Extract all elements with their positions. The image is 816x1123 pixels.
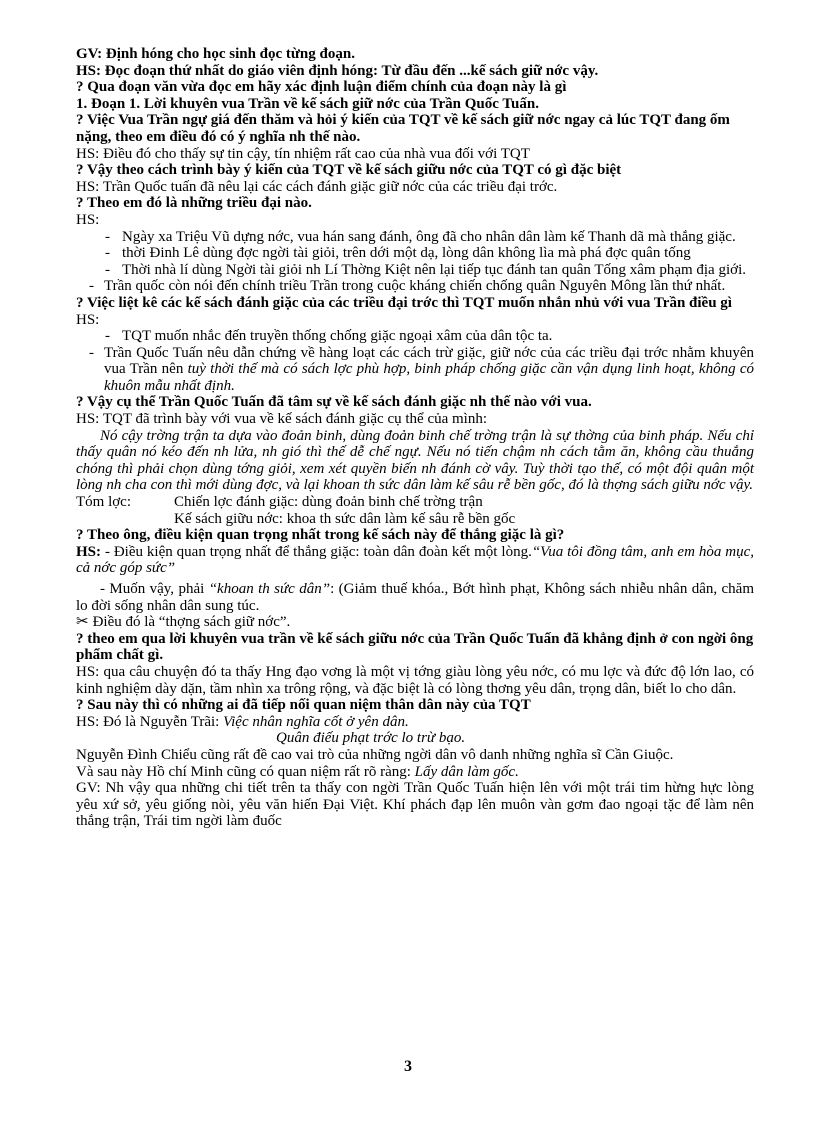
answer-7-third: [76, 614, 754, 631]
list-item-text: Trần quốc còn nói đến chính triều Trần trong cuộc kháng chiến chống quân Nguyên Mông lần thứ nhất.: [104, 278, 726, 295]
answer-9-quote-2: Quân điếu phạt trớc lo trừ bạo.: [276, 730, 466, 747]
section-heading-1: 1. Đoạn 1. Lời khuyên vua Trần về kế sách giữ nớc của Trần Quốc Tuấn.: [76, 95, 539, 112]
bullet-dash: -: [89, 278, 94, 295]
list-item-text-italic: tuỳ thời thế mà có sách lợc phù hợp, binh pháp chống giặc cần vận dụng linh hoạt, không có khuôn mẫu nhất định.: [104, 361, 754, 394]
question-1: ? Qua đoạn văn vừa đọc em hãy xác định luận điểm chính của đoạn này là gì: [76, 79, 567, 96]
question-2: ? Việc Vua Trần ngự giá đến thăm và hỏi ý kiến của TQT về kế sách giữ nớc ngay cả lúc TQT đang ốm nặng, theo em điều đó có ý nghĩa nh thế nào.: [76, 112, 730, 145]
question-9: ? Sau này thì có những ai đã tiếp nối quan niệm thân dân này của TQT: [76, 697, 531, 714]
list-item-text: thời Đinh Lê dùng đợc ngời tài giỏi, trên dới một dạ, lòng dân không lìa mà phá đợc quân tống: [122, 245, 691, 262]
answer-6: HS: TQT đã trình bày với vua về kế sách đánh giặc cụ thể của mình:: [76, 411, 488, 428]
question-7: ? Theo ông, điều kiện quan trọng nhất trong kế sách này để thắng giặc là gì?: [76, 527, 565, 544]
question-3: ? Vậy theo cách trình bày ý kiến của TQT về kế sách giữu nớc của TQT có gì đặc biệt: [76, 162, 622, 179]
answer-9-hcm-quote: Lấy dân làm gốc.: [414, 763, 519, 780]
answer-9-quote-1: Việc nhân nghĩa cốt ở yên dân.: [223, 713, 409, 730]
hs-label-7: HS:: [76, 543, 102, 560]
answer-9-first: [76, 714, 754, 731]
gv-conclusion: GV: Nh vậy qua những chi tiết trên ta thấy con ngời Trần Quốc Tuấn hiện lên với một trái tim hừng hực lòng yêu xứ sở, yêu giống nòi, yêu văn hiến Đại Việt. Khí phách đạp lên muôn vàn gơm đao ngoại tặc để làm nên thắng trận, Trái tim ngời làm đuốc: [76, 780, 754, 830]
bullet-dash: -: [105, 245, 110, 262]
quote-binh-phap: Nó cậy trờng trận ta dựa vào đoản binh, dùng đoản binh chế trờng trận là sự thờng của binh pháp. Nếu chỉ thấy quân nó kéo đến nh lửa, nh gió thì thế dễ chế ngự. Nếu nó tiến chậm nh cách tằm ăn, không cầu thuắng chóng thì phải chọn dùng tớng giỏi, xem xét quyền biến nh đánh cờ vây. Tuỳ thời tạo thế, có một đội quân một lòng nh cha con thì mới dùng đợc, và lại khoan th sức dân làm kế sâu rễ bền gốc, đó là thợng sách giữu nớc vậy.: [76, 427, 754, 494]
list-item-text: Ngày xa Triệu Vũ dựng nớc, vua hán sang đánh, ông đã cho nhân dân làm kế Thanh dã mà thắng giặc.: [122, 228, 736, 245]
scissors-icon: ✂: [76, 614, 89, 631]
summary-plan: Kế sách giữu nớc: khoa th sức dân làm kế sâu rễ bền gốc: [174, 510, 516, 527]
answer-7-quote-2: “khoan th sức dân”: [208, 581, 331, 597]
summary-row: [76, 494, 754, 511]
answer-9-lead: HS: Đó là Nguyễn Trãi:: [76, 713, 224, 730]
bullet-dash: -: [89, 344, 94, 361]
list-item-text: [104, 345, 754, 395]
answer-8: HS: qua câu chuyện đó ta thấy Hng đạo vơng là một vị tớng giàu lòng yêu nớc, có mu lợc và đức độ lớn lao, có kinh nghiệm dày dặn, tầm nhìn xa trông rộng, và đặc biệt là có lòng thơng yêu dân, trọng dân, biết lo cho dân.: [76, 663, 754, 697]
list-item: [76, 328, 754, 345]
answer-9-nguyen-dinh-chieu: Nguyễn Đình Chiểu cũng rất đề cao vai trò của những ngời dân vô danh những nghĩa sĩ Cần Giuộc.: [76, 746, 674, 763]
hs-reading: HS: Đọc đoạn thứ nhất do giáo viên định hóng: Từ đầu đến ...kế sách giữ nớc vậy.: [76, 62, 599, 79]
summary-strategy: Chiến lợc đánh giặc: dùng đoản binh chế trờng trận: [174, 494, 483, 511]
hs-label-4: HS:: [76, 211, 100, 228]
answer-7-second: [76, 581, 754, 614]
list-item: [76, 345, 754, 395]
answer-7-text: - Điều kiện quan trọng nhất để thắng giặc: toàn dân đoàn kết một lòng.: [101, 543, 532, 560]
question-4: ? Theo em đó là những triều đại nào.: [76, 195, 312, 212]
answer-9-hcm-text: Và sau này Hồ chí Minh cũng có quan niệm rất rõ ràng:: [76, 763, 415, 780]
answer-7-rest: : (Giảm thuế khóa., Bớt hình phạt, Không sách nhiễu nhân dân, chăm lo đời sống nhân dân sung túc.: [76, 581, 755, 614]
document-body: [76, 46, 754, 830]
list-item-text-plain: Trần Quốc Tuấn nêu dẫn chứng về hàng loạt các cách trừ giặc, giữ nớc của các triều đại trớc nhằm khuyên vua Trần nên: [104, 344, 754, 378]
answer-9-ho-chi-minh: [76, 764, 754, 781]
list-item-text: Thời nhà lí dùng Ngời tài giỏi nh Lí Thờng Kiệt nên lại tiếp tục đánh tan quân Tống xâm phạm địa giới.: [122, 261, 746, 278]
list-item: [76, 262, 754, 279]
bullet-dash: -: [105, 228, 110, 245]
answer-7-lead: - Muốn vậy, phải: [100, 581, 209, 597]
bullet-dash: -: [105, 261, 110, 278]
answer-2: HS: Điều đó cho thấy sự tin cậy, tín nhiệm rất cao của nhà vua đối với TQT: [76, 145, 530, 162]
question-8: ? theo em qua lời khuyên vua trần về kế sách giữu nớc của Trần Quốc Tuấn đã khẳng định ở con ngời ông phẩm chất gì.: [76, 630, 754, 664]
hs-label-5: HS:: [76, 311, 100, 328]
summary-label: Tóm lợc:: [76, 494, 132, 511]
list-item: [76, 278, 754, 295]
list-item-text: TQT muốn nhắc đến truyền thống chống giặc ngoại xâm của dân tộc ta.: [122, 328, 553, 345]
bullet-dash: -: [105, 328, 110, 345]
question-5: ? Việc liệt kê các kế sách đánh giặc của các triều đại trớc thì TQT muốn nhắn nhủ với vua Trần điều gì: [76, 294, 732, 311]
gv-instruction: GV: Định hóng cho học sinh đọc từng đoạn.: [76, 46, 355, 62]
question-6: ? Vậy cụ thể Trần Quốc Tuấn đã tâm sự về kế sách đánh giặc nh thế nào với vua.: [76, 394, 592, 411]
answer-7-first: [76, 544, 754, 577]
list-item: [76, 229, 754, 246]
page-number: 3: [404, 1058, 412, 1075]
answer-7-quote: “Vua tôi đồng tâm, anh em hòa mục, cả nớc góp sức”: [76, 543, 754, 577]
answer-3: HS: Trần Quốc tuấn đã nêu lại các cách đánh giặc giữ nớc của các triều đại trớc.: [76, 178, 558, 195]
answer-7-conclusion: Điều đó là “thợng sách giữ nớc”.: [92, 614, 291, 631]
list-item: [76, 245, 754, 262]
